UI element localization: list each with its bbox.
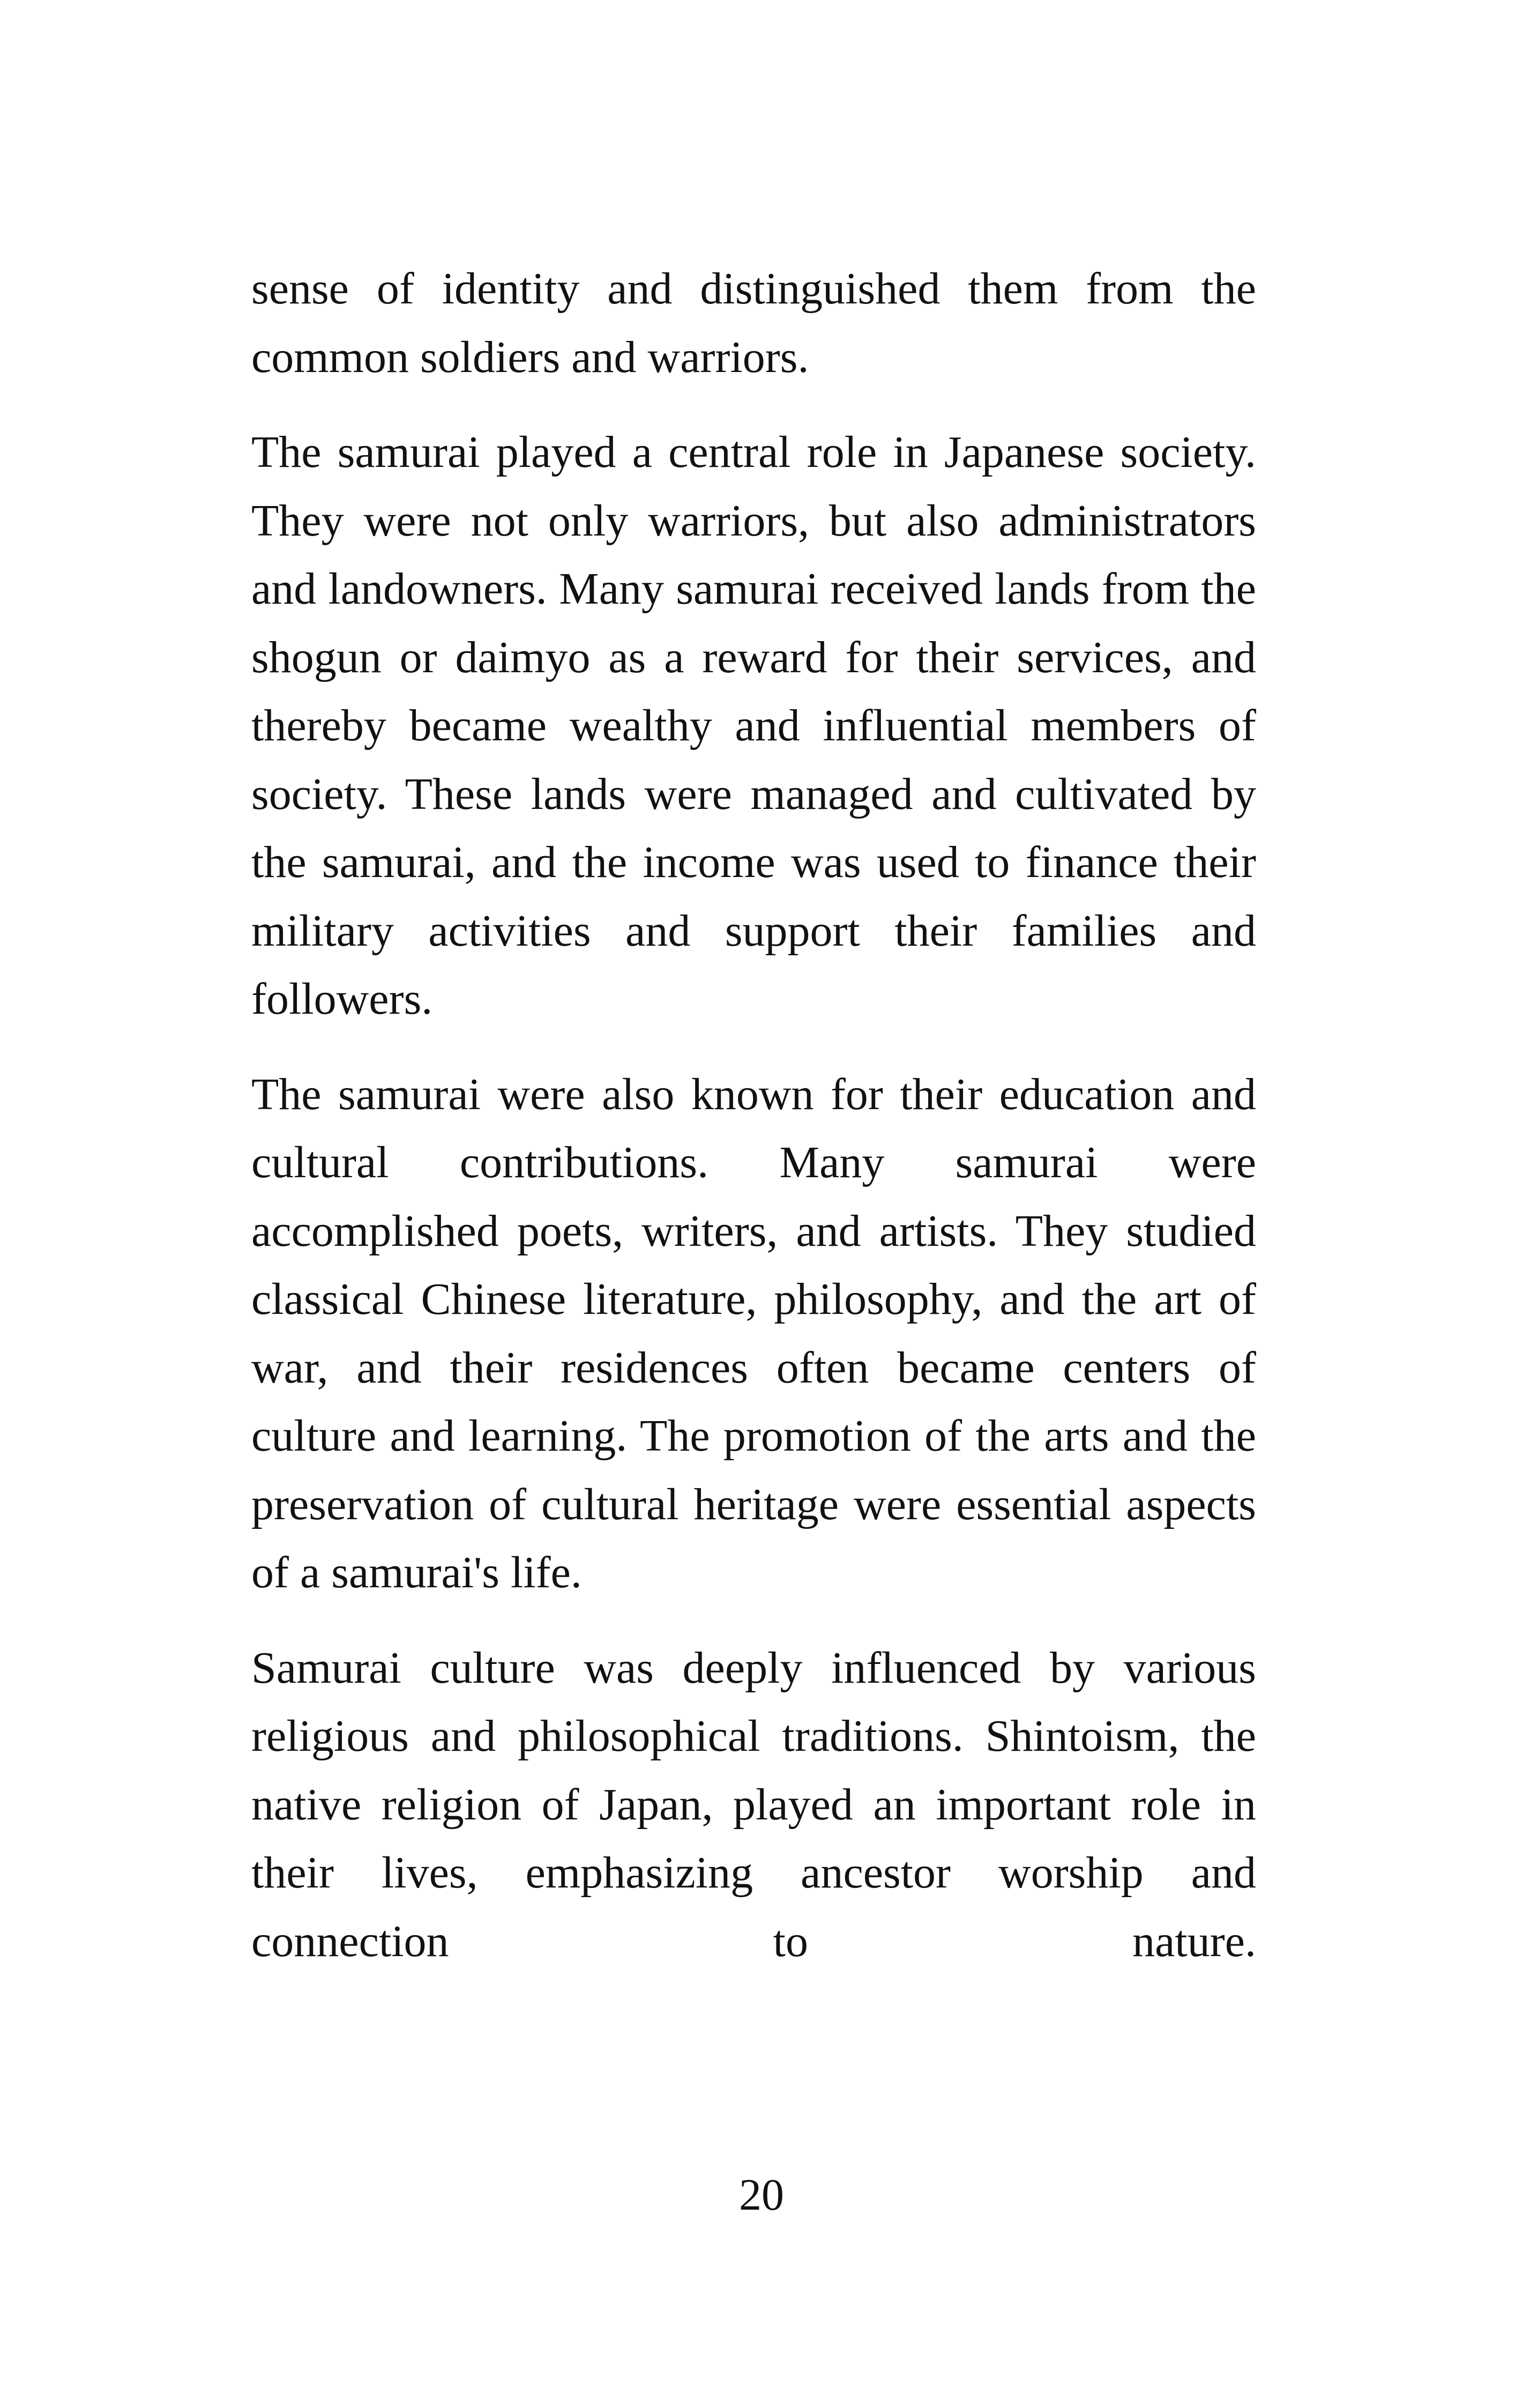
- body-text: [251, 255, 1256, 2002]
- page-number: 20: [739, 2170, 784, 2220]
- paragraph: Samurai culture was deeply influenced by various religious and philosophical traditions. Shintoism, the native religion of Japan, played an important role in their lives, emphasizing ancestor worship and connection to nature.: [251, 1643, 1256, 1966]
- paragraph: The samurai were also known for their education and cultural contributions. Many samurai were accomplished poets, writers, and artists. They studied classical Chinese literature, philosophy, and the art of war, and their residences often became centers of culture and learning. The promotion of the arts and the preservation of cultural heritage were essential aspects of a samurai's life.: [251, 1069, 1256, 1597]
- paragraph: The samurai played a central role in Japanese society. They were not only warriors, but also administrators and landowners. Many samurai received lands from the shogun or daimyo as a reward for their services, and thereby became wealthy and influential members of society. These lands were managed and cultivated by the samurai, and the income was used to finance their military activities and support their families and followers.: [251, 427, 1256, 1024]
- paragraph: sense of identity and distinguished them from the common soldiers and warriors.: [251, 264, 1256, 382]
